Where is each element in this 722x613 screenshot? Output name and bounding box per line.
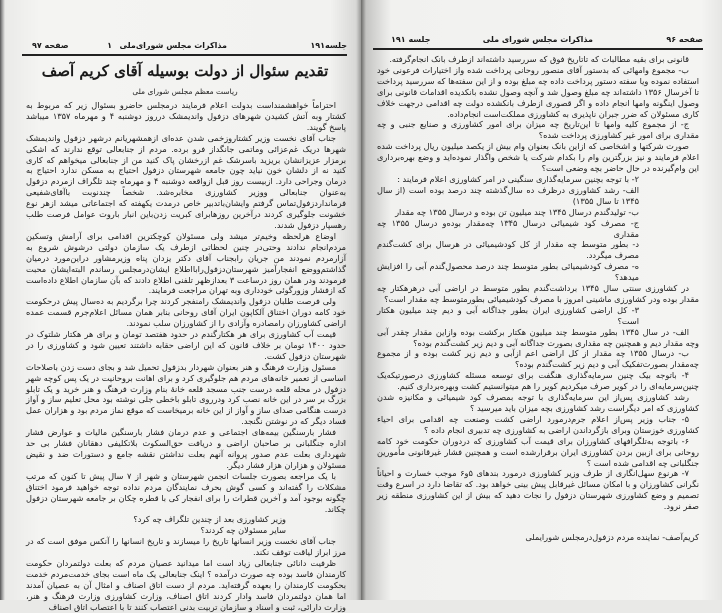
- paragraph: جناب آقای نخست وزیر انسانها تاریخ را میسازند و تاریخ انسانها را آنکس موفق است که در مرز ابراز لیاقت توقف نکند.: [26, 536, 346, 558]
- paragraph: ۲- با توجه بچنین سرمایه‌گذاری سنگینی در امر کشاورزی اعلام فرمایند :: [397, 173, 639, 184]
- paragraph: د- بطور متوسط چه مقدار از کل کودشیمیائی در هرسال برای کشت‌گندم مصرف میگردد.: [377, 239, 639, 261]
- signature: کریم‌آصف- نماینده مردم دزفول‌درمجلس شورایملی: [525, 532, 699, 543]
- left-body-text: [26, 100, 346, 613]
- header-rule: [22, 54, 347, 56]
- issue-number: ۱: [107, 41, 112, 50]
- session-number: جلسه ۱۹۱: [391, 35, 431, 44]
- paragraph: قیمت آب کشاورزی برای هر هکتارگندم در حدود هفتصد تومان و برای هر هکتار شلتوک در حدود ۱۴۰۰ تومان بر خلاف قانون که این اراضی حقابه داشتند تعیین شود و کشاورزی را در شهرستان دزفول کشت.: [26, 329, 347, 361]
- page-number: صفحه ۹۷: [32, 41, 69, 50]
- header-rule: [373, 48, 703, 50]
- paragraph: ۶- باتوجه به‌تلگرافهای کشاورزان برای قیمت آب کشاورزی که دردوران حکومت خود کامه روحانی برای ازبین بردن کشاورزی ایران برقرارشده است و همچنین فشار غیرقانونی مأمورین جنگلبانی چه اقدامی شده است ؟: [377, 435, 699, 468]
- paragraph: ج- از مجموع کلیه وامها تا این‌تاریخ چه میزان برای امور کشاورزی و صنایع جنبی و چه مقداری برای امور غیر کشاورزی پرداخت شده؟: [377, 119, 699, 141]
- paragraph: ب- تولیدگندم درسال ۱۳۴۵ چند میلیون تن بوده و درسال ۱۳۵۵ چه مقدار: [395, 206, 639, 217]
- journal-name: مذاکرات مجلس شورای ملی: [482, 35, 593, 44]
- paragraph: ه- مصرف کودشیمیائی بطور متوسط چند درصد محصول‌گندم آبی را افزایش میدهد؟: [377, 261, 639, 283]
- paragraph: جناب آقای نخست وزیر کشتاروزخمی شدن عده‌ای ازهمشهریانم درشهر دزفول واندیمشک شهرها دریک غم‌عزائی وماتمی جانگداز فرو برده. مردم از جنابعالی توقع ندارند که اشکی برمزار عزیزانشان بریزید باسرشک غم ازرخشان پاک کنید من از جنابعالی میخواهم که کاری کنید نه از دلشان خون نیاید چون جامعه شهرستان دزفول احتیاج به مسکن ندارد احتیاج به درمان وجراحی دارد. ازبیست روز قبل ازواقعه دوشنبه ۴ و مهرماه چند تلگراف ازمردم دزفول به‌عنوان جنابعالی ووزیر کشاورزی مخابره‌شد. شخصاً چندنوبت باآقای‌شفیعی فرماندارد‌زفول‌تماس گرفتم وایشان‌باتدبیر خاص درمدت یکهفته که اجتماعاتی میشد ازهر نوع خشونت جلوگیری کردند درآخرین روزهابرای کبریت زدن‌باین انبار باروت عوامل فرصت طلب رهسپار دزفول شدند.: [26, 132, 346, 230]
- page-number: صفحه ۹۶: [666, 35, 703, 44]
- paragraph: ۳- کل اراضی کشاورزی ایران بطور جداگانه آبی و دیم چند میلیون هکتار است؟: [377, 304, 639, 326]
- right-body-text: [377, 54, 699, 543]
- paragraph: ب- مجموع وامهائی که بدستور آقای منصور روحانی پرداخت شده واز اختیارات فرعونی خود استفاده نموده ویا سفته دستور پرداخت داده چه مبلغ بوده و از این سفته‌ها که سررسید پرداخت تا آخرسال ۱۳۵۶ داشته‌اند چه مبلغ وصول شد و آنچه وصول نشده بانکدیده اقدامات قانونی برای وصول اینگونه وامها انجام داده و اگر قصوری ازطرف بانکشده دولت چه اقدامی درجهت خلاف کاری مسئولان که ضرر جبران ناپذیری به کشاورزی مملکت‌است انجام‌داده.: [377, 64, 700, 119]
- paragraph: رشد کشاورزی پس‌از این سرمایه‌گذاری با توجه بمصرف کود شیمیائی و مکانیزه شدن کشاورزی که امر دیگراست رشد کشاورزی بچه میزان باید میرسید ؟: [377, 392, 699, 413]
- paragraph: ۴- باتوجه بیک چنین سرمایه‌گذاری هنگفت برای توسعه مسئله کشاورزی درصورتیکه‌یک چنین‌سرمایه‌ای را در کویر صرف میکردیم کویر را هم میتوانستیم کشت وبهره‌برداری کنیم.: [377, 370, 699, 392]
- paragraph: قانونی برای بقیه مطالبات که تاتاریخ فوق که سررسید داشته‌اند ازطرف بانک انجام‌گرفته.: [389, 54, 689, 64]
- paragraph: ج- مصرف کود شیمیائی درسال ۱۳۴۵ چه‌مقدار بوده‌و درسال ۱۳۵۵ چه مقداری: [377, 217, 639, 239]
- addressee: ریاست معظم مجلس شورای ملی: [132, 87, 238, 96]
- page-title: تقدیم سئوال از دولت بوسیله آقای کریم آصف: [41, 62, 329, 80]
- paragraph: در کشاورزی سنتی سال ۱۳۴۵ برداشت‌گندم بطور متوسط در اراضی آبی درهرهکتار چه مقدار بوده ودر کشاورزی ماشینی امروز با مصرف کودشیمیائی بطورمتوسط چه مقدار است؟: [377, 283, 699, 304]
- paragraph: ظرفیت دانائی جنابعالی زیاد است اما میدانید عصیان مردم که بعلت دولتمردان حکومت کارمندان فاسد بوده چه صورت درآمده ؟ اینک جنابعالی یک ماه است بجای خدمت‌مردم خدمت بحکومت کارمندان را بعهده گرفته‌اید. مردم از دست اتاق اصناف و امثال آن به عصیان آمدند اما همان دولتمردان فاسد وادار کردند اتاق اصناف، وزارت کشاورزی وزارت فرهنگ و هنر، وزارت دارائی، ثبت و اسناد و سازمان تربیت بدنی اعتصاب کنند تا با اعتصاب اتاق اصناف: [26, 558, 346, 612]
- right-page: [361, 0, 722, 600]
- page-header: [22, 41, 347, 55]
- paragraph: وزیر کشاورزی بعد از چندین تلگراف چه کرد؟: [133, 514, 286, 525]
- session-number: جلسه۱۹۱: [310, 41, 347, 50]
- paragraph: احتراماً خواهشمنداست بدولت اعلام فرمایند درمجلس حاضرو بسئوال زیر که مربوط به کشتار وبه آتش کشیدن شهرهای دزفول واندیمشک درروز دوشنبه ۴ و مهرماه ۱۳۵۷ میباشد پاسخ گویند.: [26, 100, 346, 132]
- paragraph: مسئول وزارت فرهنگ و هنر بعنوان شهردار بدزفول تحمیل شد و بجای دست زدن باصلاحات اساسی از تعمیر خانه‌های مردم هم جلوگیری کرد و برای اهانت بروحانیت در یک پس کوچه شهر دزفول در محله قلعه درست جنب مسجد قلعه خانهٔ بنام وزارت فرهنگ و هنر خرید و یک تابلو بزرگ بر سر در این خانه نصب کرد ودرروی تابلو باخطی جلی نوشته بود محل تعلیم ساز و آواز درست هنگامی صدای ساز و آواز از این خانه برمیخاست که موقع نماز مردم بود و هزاران عمل فساد دیگر که در نوشتن نگنجد.: [26, 361, 346, 427]
- paragraph: با یک مراجعه بصورت جلسات انجمن شهرستان و شهر از ۷ سال پیش تا کنون که مرتب مشکلات را گفته‌اند و کسی گوش بحرف نمایندگان مردم نداده توجه خواهید فرمود اختناق چگونه بوجود آمد و آخرین قطرات را برای انفجار کی با قطره چکان بر جامعه شهرستان دزفول چکاند.: [26, 470, 346, 514]
- journal-name: مذاکرات مجلس شورای‌ملی: [119, 41, 227, 50]
- paragraph: اوضاع هرلحظه وخیم‌تر میشد ولی مسئولان کوچکترین اقدامی برای آرامش وتسکین مردم‌انجام ندادند وحتی‌در چنین لحظاتی ازطرف یک سازمان دولتی درشوش شروع به آزارمردم نمودند من جریان رابجناب آقای دکتر یزدان پناه وزیرمشاور دراین‌مورد درمیان گذاشتم‌ووضع انفجارآمیز شهرستان‌دزفول‌رابااطلاع ایشان‌درمجلس رساندم البته‌ایشان محبت فرمودند ودر همان روز درساعت ۳ بعدازظهر تلفنی اطلاع دادند که بآن سازمان اطلاع داده‌است که ازفشار وزورگوئی خودداری وبه تهران مراجعت فرمایند.: [26, 230, 346, 296]
- paragraph: ۵- جناب وزیر پس‌از اعلام جرم‌درمورد اراضی کشت وصنعت چه اقدامی برای احیاء کشاورزی خوزستان وبرای بازگرداندن اراضی به کشاورزی چه تدبیری انجام داده ؟: [377, 413, 699, 435]
- paragraph: الف- رشد کشاورزی درظرف ده سال‌گذشته چند درصد بوده است (از سال ۱۳۴۵ تا سال ۱۳۵۵): [377, 184, 639, 206]
- paragraph: الف- در سال ۱۳۴۵ بطور متوسط چند میلیون هکتار برکشت بوده وازاین مقدار چقدر آبی وچه مقدار دیم و همچنین چه مقداری بصورت جداگانه آبی و دیم زیر کشت‌گندم بوده؟: [377, 326, 699, 348]
- paragraph: ب- درسال ۱۳۵۵ چه مقدار از کل اراضی اعم ازآبی و دیم زیر کشت بوده و از مجموع چه‌مقدار بصورت‌تفکیک آبی و دیم زیر کشت‌گندم بوده؟: [377, 348, 699, 370]
- paragraph: فشار بارسنگین بیمه‌های اجتماعی و عدم درمان فشار بارسنگین مالیات و عوارض فشار اداره جنگلبانی بر صاحبان اراضی و دریافت حق‌السکوت بلاتکلیفی دهقانان فشار بی حد شهرداری بعلت عدم صدور پروانه آنهم بعلت نداشتن نقشه جامع و دستورات ضد و نقیض مسئولان و هزاران هزار فشار دیگر.: [26, 427, 346, 470]
- paragraph: صورت شرکتها و اشخاصی که ازاین بانک بعنوان وام بیش از یکصد میلیون ریال پرداخت شده اعلام فرمایند و نیز بزرگترین وام را بکدام شرکت یا شخص واگذار نموده‌اید و وضع بهره‌برداری این وام‌گیرنده در حال حاضر بچه وضعی است؟: [377, 141, 699, 174]
- page-header: [373, 35, 703, 49]
- paragraph: ولی فرصت طلبان دزفول واندیمشک رامنفجر کردند چرا برگردیم به ده‌سال پیش درحکومت خود کامه دوران اختناق آلکاپون ایران آقای روحانی بنابر همان مسائل اعلام‌جرم قسمت عمده اراضی کشاورزان رامصادره وآزادی را از کشاورزان سلب نمودند.: [26, 296, 346, 329]
- paragraph: ۷- هرنوع سهل‌انگاری از طرف وزیر کشاورزی درمورد بندهای ۵و۶ موجب خسارت و احیاناً نگرانی کشاورزان و با امکان مسائل غیرقابل پیش بینی خواهد بود. که تقاضا دارد در اسرع وقت تصمیم و وضع کشاورزی شهرستان دزفول را نجات دهید که بیش از این کشاورزی منطقه زیر صفر نرود.: [377, 468, 699, 512]
- left-page: [0, 0, 361, 612]
- paragraph: سایر مسئولان چه کردند؟: [200, 525, 286, 536]
